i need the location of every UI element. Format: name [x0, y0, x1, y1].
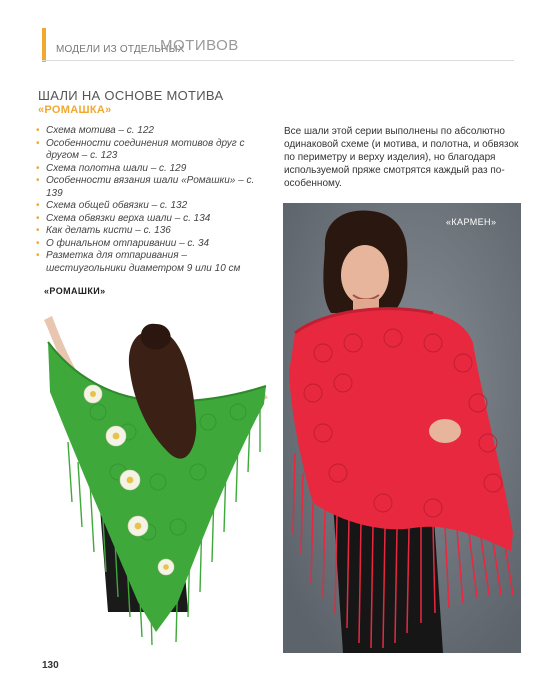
reference-item: • О финальном отпаривании – с. 34: [36, 238, 261, 251]
header-divider: [42, 60, 514, 61]
reference-item: • Как делать кисти – с. 136: [36, 225, 261, 238]
reference-item: • Разметка для отпаривания – шестиугольники диаметром 9 или 10 см: [36, 250, 261, 275]
page-number: 130: [42, 660, 59, 671]
reference-list: [36, 125, 261, 275]
reference-item: • Схема мотива – с. 122: [36, 125, 261, 138]
page-subtitle: «РОМАШКА»: [38, 104, 112, 116]
reference-item: • Схема полотна шали – с. 129: [36, 163, 261, 176]
page-title: ШАЛИ НА ОСНОВЕ МОТИВА: [38, 88, 224, 103]
header-accent-bar: [42, 28, 46, 62]
intro-paragraph: Все шали этой серии выполнены по абсолютно одинаковой схеме (и мотива, и полотна, и обвязок по периметру и верху изделия), но благодаря используемой пряже смотрятся каждый раз по-особенному.: [284, 126, 519, 189]
red-shawl-photo: [283, 203, 521, 653]
reference-item: • Схема обвязки верха шали – с. 134: [36, 213, 261, 226]
right-photo-caption: «КАРМЕН»: [446, 217, 497, 227]
reference-item: • Особенности вязания шали «Ромашки» – с. 139: [36, 175, 261, 200]
section-title-large: МОТИВОВ: [160, 37, 239, 54]
reference-item: • Схема общей обвязки – с. 132: [36, 200, 261, 213]
section-title-small: МОДЕЛИ ИЗ ОТДЕЛЬНЫХ: [56, 44, 185, 55]
left-photo-caption: «РОМАШКИ»: [44, 286, 106, 296]
reference-item: • Особенности соединения мотивов друг с другом – с. 123: [36, 138, 261, 163]
green-shawl-photo: [38, 312, 270, 647]
